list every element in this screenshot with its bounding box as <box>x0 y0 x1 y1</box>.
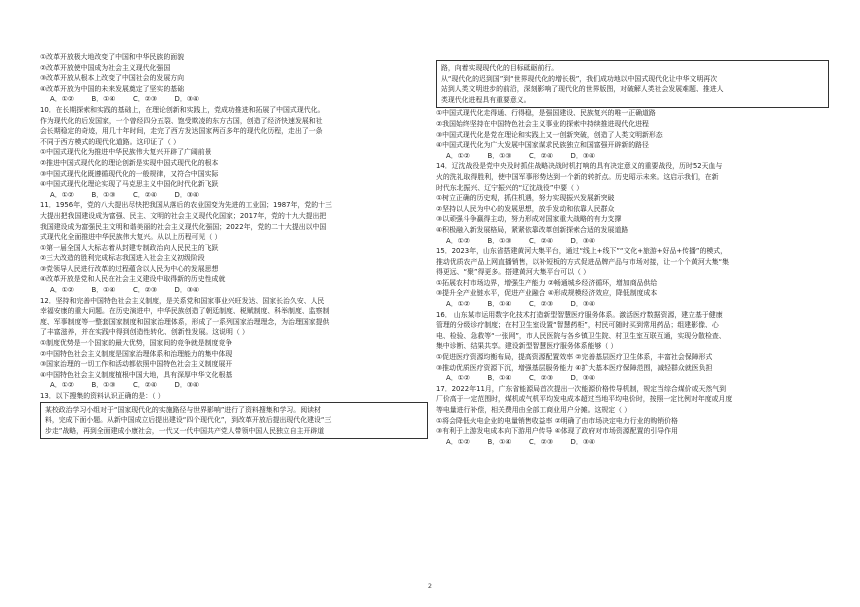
text-line: ①中国式现代化为推进中华民族伟大复兴开辟了广阔前景 <box>40 148 212 157</box>
text-line: ②我国始终坚持在中国特色社会主义事业的探索中持续推进现代化进程 <box>436 119 649 128</box>
text-line: 火的洗礼取得胜利，使中国军事形势达到一个新的转折点。历史昭示未来。这启示我们，在新 <box>436 172 719 181</box>
text-line: ③国家治理的一切工作和活动都依照中国特色社会主义制度展开 <box>40 360 233 369</box>
text-line: ①拓展农村市场边界，增强生产能力 ②畅通城乡经济循环，增加商品供给 <box>436 278 658 287</box>
text-line: ②坚持以人民为中心的发展思想，放手发动和依靠人民群众 <box>436 204 615 213</box>
material-line: 步走”战略，再到全面建成小康社会，一代又一代中国共产党人带领中国人民独立自主开辟道 <box>45 426 325 435</box>
text-line: ①制度优势是一个国家的最大优势，国家间的竞争就是制度竞争 <box>40 339 233 348</box>
text-line: ①树立正确的历史观，抓住机遇，努力实现振兴发展新突破 <box>436 194 615 203</box>
text-line: 厂价高于一定范围时，煤机或气机平均发电成本超过当地平均电价时，按照一定比例对年度或月度 <box>436 395 733 404</box>
material-line: 路，向着实现现代化的目标砥砺前行。 <box>441 64 559 72</box>
text-line: ③推动优质医疗资源下沉，增强基层服务能力 ④扩大基本医疗保障范围，减轻群众就医负担 <box>436 363 713 372</box>
text-line: ②推进中国式现代化的理论创新是实现中国式现代化的根本 <box>40 158 219 167</box>
text-line: ③改革开放从根本上改变了中国社会的发展方向 <box>40 74 184 83</box>
text-line: ①改革开放极大地改变了中国和中华民族的面貌 <box>40 53 184 61</box>
text-line: ③党领导人民进行改革的过程蕴含以人民为中心的发展思想 <box>40 264 219 273</box>
text-line: 电、检验、急救等“一张网”，市人民医院与各乡镇卫生院、村卫生室互联互通，实现分散检查、 <box>436 331 726 340</box>
text-line: ①将会降低火电企业的电量销售收益率 ②明确了由市场决定电力行业的购销价格 <box>436 416 678 425</box>
text-line: ①促进医疗资源均衡布局，提高资源配置效率 ②完善基层医疗卫生体系，丰富社会保障形式 <box>436 353 713 362</box>
answer-options: A．①② B．①③ C．②④ D．③④ <box>50 190 200 199</box>
material-box-continued <box>436 60 829 108</box>
text-line: ③中国式现代化是党在理论和实践上又一创新突破，创造了人类文明新形态 <box>436 130 663 139</box>
text-line: 14．辽沈战役是党中央及时抓住战略决战时机打响的具有决定意义的重要战役，历时52天血与 <box>436 162 723 171</box>
text-line: ③中国式现代化既遵循现代化的一般规律，又符合中国实际 <box>40 169 219 178</box>
text-line: 幸福安康的重大问题。在历史演进中，中华民族创造了朝廷制度、税赋制度、科举制度、监察制 <box>40 307 330 316</box>
text-line: 10．在长期探索和实践的基础上，在理论创新和实践上，党成功推进和拓展了中国式现代化。 <box>40 105 325 114</box>
answer-options: A．①② B．①④ C．②③ D．③④ <box>50 95 200 104</box>
text-line: 集中诊断、结果共享。建设新型智慧医疗服务体系能够（ ） <box>436 342 618 351</box>
material-line: 类现代化进程具有重要意义。 <box>441 95 531 104</box>
text-line: ④中国特色社会主义制度植根中国大地，具有深厚中华文化根基 <box>40 370 233 379</box>
text-line: 13．以下搜集的资料认识正确的是：（ ） <box>40 392 165 400</box>
text-line: ④中国式现代化理论实现了马克思主义中国化时代化新飞跃 <box>40 180 219 189</box>
answer-options: A．①② B．①③ C．②④ D．③④ <box>446 236 596 245</box>
left-column <box>40 52 428 439</box>
text-line: 17．2022年11月，广东省能源局首次提出一次能源价格传导机制，规定当综合煤价或天然气到 <box>436 384 727 393</box>
text-line: ④改革开放是党和人民在社会主义建设中取得新的历史性成就 <box>40 275 226 284</box>
text-line: 推动优质农产品上网直播销售，以补短板的方式促进品牌产品与市场对接，让一个个黄河大集“集 <box>436 257 729 266</box>
material-line: 某校政治学习小组对于“国家现代化的实施路径与世界影响”进行了资料搜集和学习。阅读材 <box>45 405 321 414</box>
answer-options: A．①② B．①③ C．②④ D．③④ <box>446 151 596 160</box>
page-number: 2 <box>427 582 433 590</box>
text-line: ④中国式现代化为广大发展中国家谋求民族独立和国富强开辟新的路径 <box>436 141 649 150</box>
text-line: ①中国式现代化走得通、行得稳，是强国建设、民族复兴的唯一正确道路 <box>436 109 656 118</box>
text-line: 12．坚持和完善中国特色社会主义制度，是关系党和国家事业兴旺发达、国家长治久安、人民 <box>40 296 325 305</box>
material-line: 站到人类文明进步的前沿，深刻影响了现代化的世界版图，对破解人类社会发展难题、推进人 <box>441 85 724 94</box>
text-line: 不同于西方模式的现代化道路。这印证了（ ） <box>40 137 181 146</box>
text-line: 时代东北振兴、辽宁振兴的“辽沈战役”中要（ ） <box>436 183 584 192</box>
material-box <box>40 402 428 440</box>
text-line: 15．2023年，山东省搭建黄河大集平台，通过“线上+线下”“文化+旅游+好品+传播”的模式， <box>436 247 728 256</box>
text-line: 式现代化全面推进中华民族伟大复兴。从以上历程可见（ ） <box>40 233 222 242</box>
right-column <box>436 60 829 447</box>
answer-options: A．①② B．①④ C．②③ D．③④ <box>50 286 200 295</box>
text-line: ②三大改造的胜利完成标志我国进入社会主义初级阶段 <box>40 254 205 263</box>
answer-options: A．①② B．①④ C．②③ D．③④ <box>446 437 596 446</box>
answer-options: A．①② B．①④ C．②③ D．③④ <box>446 300 596 309</box>
text-line: ②中国特色社会主义制度是国家治理体系和治理能力的集中体现 <box>40 349 233 358</box>
text-line: 了丰富滋养，并在实践中得到创造性转化、创新性发展。这说明（ ） <box>40 328 249 337</box>
text-line: 会长期稳定的奇迹，用几十年时间，走完了西方发达国家两百多年的现代化历程，走出了一条 <box>40 127 323 136</box>
text-line: 管理的分级诊疗制度；在村卫生室设置“智慧药柜”，村民可随时买到常用药品；组建影像、心 <box>436 321 719 330</box>
text-line: 我国建设成为富强民主文明和谐美丽的社会主义现代化强国；2022年，党的二十大提出以中国 <box>40 222 327 231</box>
material-line: 料，完成下面小题。从新中国成立后提出建设“四个现代化”，到改革开放后提出现代化建设“三 <box>45 416 332 425</box>
text-line: ③以顽强斗争赢得主动，努力形成对国家重大战略的有力支撑 <box>436 215 622 224</box>
text-line: 度、军事制度等一整套国家制度和国家治理体系，形成了一系列国家治理理念，为治理国家提供 <box>40 317 330 326</box>
text-line: ④积极融入新发展格局，紧紧依靠改革创新探索合适的发展道路 <box>436 225 629 234</box>
answer-options: A．①② B．①③ C．②④ D．③④ <box>50 381 200 390</box>
text-line: 大提出把我国建设成为富强、民主、文明的社会主义现代化国家；2017年，党的十九大提出把 <box>40 211 327 220</box>
answer-options: A．①② B．①④ C．②③ D．③④ <box>446 374 596 383</box>
material-line: 从“现代化的迟到国”到“世界现代化的增长极”，我们成功地以中国式现代化让中华文明再次 <box>441 74 718 83</box>
text-line: 得更远、“聚”得更多。搭建黄河大集平台可以（ ） <box>436 268 591 277</box>
text-line: 11．1956年，党的八大提出尽快把我国从落后的农业国变为先进的工业国；1987年，党的十三 <box>40 201 332 210</box>
text-line: ③有利于上游发电成本向下游用户传导 ④体现了政府对市场资源配置的引导作用 <box>436 427 678 436</box>
text-line: 等电量进行补偿，相关费用由全部工商业用户分摊。这规定（ ） <box>436 406 632 414</box>
text-line: ②改革开放使中国成为社会主义现代化强国 <box>40 63 171 72</box>
text-line: ③提升全产业链水平，促进产业融合 ④形成规模经济效应，降低制度成本 <box>436 289 658 298</box>
text-line: 16． 山东某市运用数字化技术打造新型智慧医疗服务体系。激活医疗数据资源，建立基于健康 <box>436 310 723 319</box>
text-line: 作为现代化的后发国家，一个曾经四分五裂、饱受欺凌的东方古国，创造了经济快速发展和社 <box>40 116 323 125</box>
text-line: ①第一届全国人大标志着从封建专制政治向人民民主的飞跃 <box>40 243 219 252</box>
text-line: ④改革开放为中国的未来发展奠定了坚实的基础 <box>40 84 184 93</box>
